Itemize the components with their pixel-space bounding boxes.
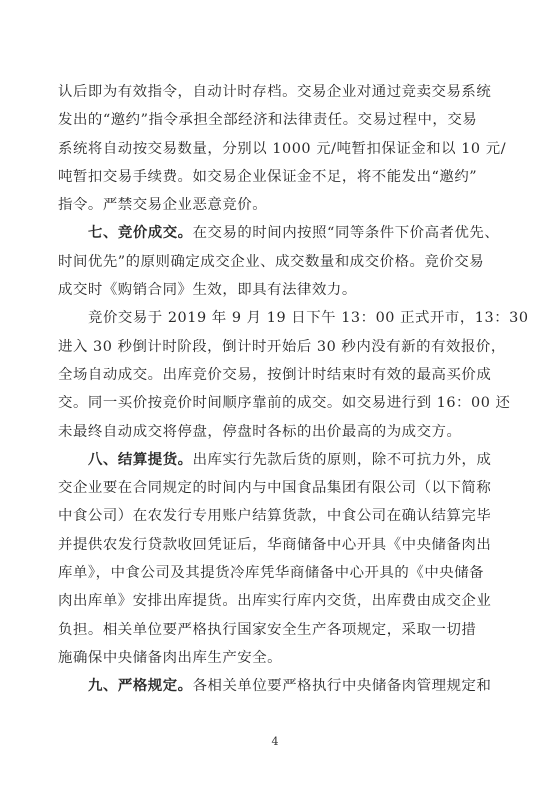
line-text: 时间优先”的原则确定成交企业、成交数量和成交价格。竞价交易	[58, 253, 485, 270]
section-heading-line	[58, 672, 495, 700]
text-line	[58, 276, 495, 304]
line-text: 未最终自动成交将停盘，停盘时各标的出价最高的为成交方。	[58, 423, 462, 440]
page-number: 4	[271, 735, 279, 748]
text-line	[58, 502, 495, 530]
line-text: 负担。相关单位要严格执行国家安全生产各项规定，采取一切措	[58, 621, 477, 638]
line-text: 进入 30 秒倒计时阶段，倒计时开始后 30 秒内没有新的有效报价，	[58, 338, 506, 355]
text-line	[58, 616, 495, 644]
text-line	[58, 106, 495, 134]
text-line	[58, 559, 495, 587]
text-line	[58, 135, 507, 163]
line-text: 出库实行先款后货的原则，除不可抗力外，成	[192, 451, 492, 468]
text-line	[58, 531, 495, 559]
text-line	[58, 474, 495, 502]
line-text: 施确保中央储备肉出库生产安全。	[58, 649, 283, 666]
text-line	[58, 389, 511, 417]
text-line	[58, 587, 495, 615]
section-heading: 九、严格规定。	[88, 677, 193, 695]
line-text: 全场自动成交。出库竞价交易，按倒计时结束时有效的最高买价成	[58, 366, 492, 383]
line-text: 成交时《购销合同》生效，即具有法律效力。	[58, 282, 357, 299]
text-line	[58, 644, 495, 672]
section-heading: 八、结算提货。	[88, 450, 193, 468]
line-text: 肉出库单》安排出库提货。出库实行库内交货，出库费由成交企业	[58, 593, 492, 610]
text-line	[58, 191, 495, 219]
text-line	[58, 333, 506, 361]
line-text: 交企业要在合同规定的时间内与中国食品集团有限公司（以下简称	[58, 480, 492, 497]
line-text: 发出的“邀约”指令承担全部经济和法律责任。交易过程中，交易	[58, 112, 478, 129]
text-line	[58, 361, 495, 389]
section-heading-line	[58, 219, 500, 247]
line-text: 认后即为有效指令，自动计时存档。交易企业对通过竞卖交易系统	[58, 84, 492, 100]
line-text: 在交易的时间内按照“同等条件下价高者优先、	[192, 225, 500, 242]
line-text: 各相关单位要严格执行中央储备肉管理规定和	[192, 678, 492, 695]
line-text: 吨暂扣交易手续费。如交易企业保证金不足，将不能发出“邀约”	[58, 168, 478, 185]
line-text: 竞价交易于 2019 年 9 月 19 日下午 13：00 正式开市，13：30	[88, 310, 529, 327]
line-text: 交。同一买价按竞价时间顺序靠前的成交。如交易进行到 16：00 还	[58, 395, 511, 412]
line-text: 指令。严禁交易企业恶意竞价。	[58, 197, 268, 214]
text-line	[58, 418, 495, 446]
line-text: 系统将自动按交易数量，分别以 1000 元/吨暂扣保证金和以 10 元/	[58, 140, 507, 157]
text-line	[58, 248, 495, 276]
text-line	[58, 304, 529, 332]
text-line	[58, 78, 495, 106]
line-text: 库单》，中食公司及其提货冷库凭华商储备中心开具的《中央储备	[58, 565, 485, 582]
text-line	[58, 163, 495, 191]
line-text: 中食公司）在农发行专用账户结算货款，中食公司在确认结算完毕	[58, 508, 492, 525]
line-text: 并提供农发行贷款收回凭证后，华商储备中心开具《中央储备肉出	[58, 536, 492, 553]
section-heading: 七、竞价成交。	[88, 224, 193, 242]
section-heading-line	[58, 446, 495, 474]
document-body	[58, 78, 529, 701]
